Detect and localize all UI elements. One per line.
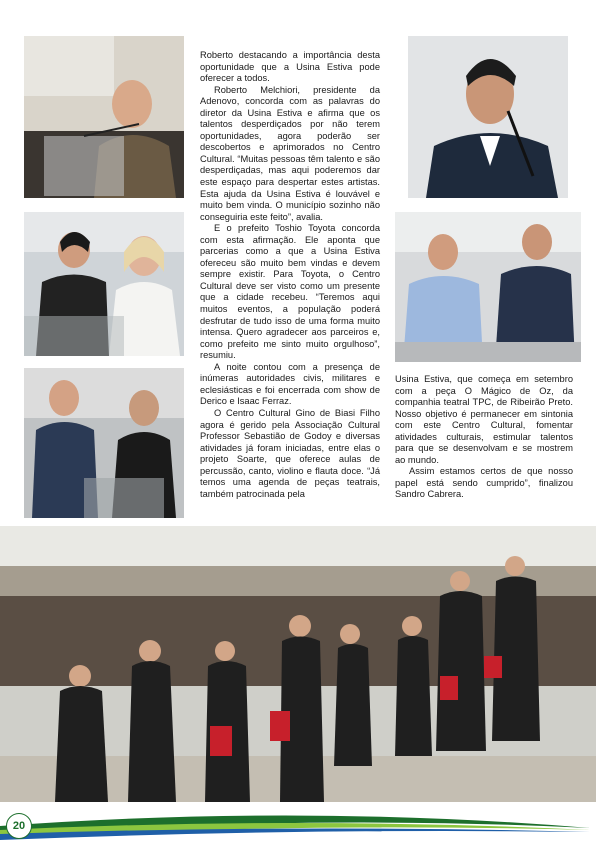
photo-audience [0,526,596,802]
footer-swoosh [0,806,596,842]
article-column-2 [395,374,573,501]
photo-speaker-podium [24,36,184,198]
article-column-1 [200,50,380,500]
paragraph: Usina Estiva, que começa em setembro com a peça O Mágico de Oz, da companhia teatral TPC, de Ribeirão Preto. Nosso objetivo é permanecer em sintonia com este Centro Cultural, fomentar atividades culturais, estimular talentos para que se desenvolvam e se mostrem ao mundo. [395,374,573,465]
paragraph: Assim estamos certos de que nosso papel está sendo cumprido”, finalizou Sandro Cabrera. [395,466,573,500]
paragraph: A noite contou com a presença de inúmeras autoridades civis, militares e eclesiásticas e foi encerrada com show de Derico e Isaac Ferraz. [200,361,380,407]
photo-two-men-standing [395,212,581,362]
paragraph: Roberto destacando a importância desta oportunidade que a Usina Estiva pode oferecer a todos. [200,50,380,84]
photo-two-men-podium [24,368,184,518]
paragraph: O Centro Cultural Gino de Biasi Filho agora é gerido pela Associação Cultural Professor Sebastião de Godoy e diversas atividades já foram iniciadas, entre elas o projeto Soarte, que oferece aulas de percussão, canto, violino e flauta doce. “Já temos uma agenda de peças teatrais, também patrocinada pela [200,407,380,499]
paragraph: Roberto Melchiori, presidente da Adenovo, concorda com as palavras do diretor da Usina Estiva e afirma que os talentos desperdiçados por não terem oportunidades, agora poderão ser descobertos e aprimorados no Centro Cultural. “Muitas pessoas têm talento e são desperdiçadas, mas aqui poderemos dar este espaço para despertar estes artistas. Esta ajuda da Usina Estiva é louvável e muito bem vinda. O município sozinho não conseguiria este feito”, avalia. [200,84,380,222]
photo-man-microphone [408,36,568,198]
page-number: 20 [6,813,32,839]
paragraph: E o prefeito Toshio Toyota concorda com esta afirmação. Ele aponta que parcerias como a que a Usina Estiva ofereceu são muito bem vindas e devem sempre existir. Para Toyota, o Centro Cultural deve ser visto como um presente que a cidade recebeu. “Teremos aqui muitos eventos, a população poderá desfrutar de tudo isso de uma forma muito intensa. Quero agradecer aos parceiros e, como prefeito me sinto muito orgulhoso”, resumiu. [200,223,380,361]
photo-two-women [24,212,184,356]
